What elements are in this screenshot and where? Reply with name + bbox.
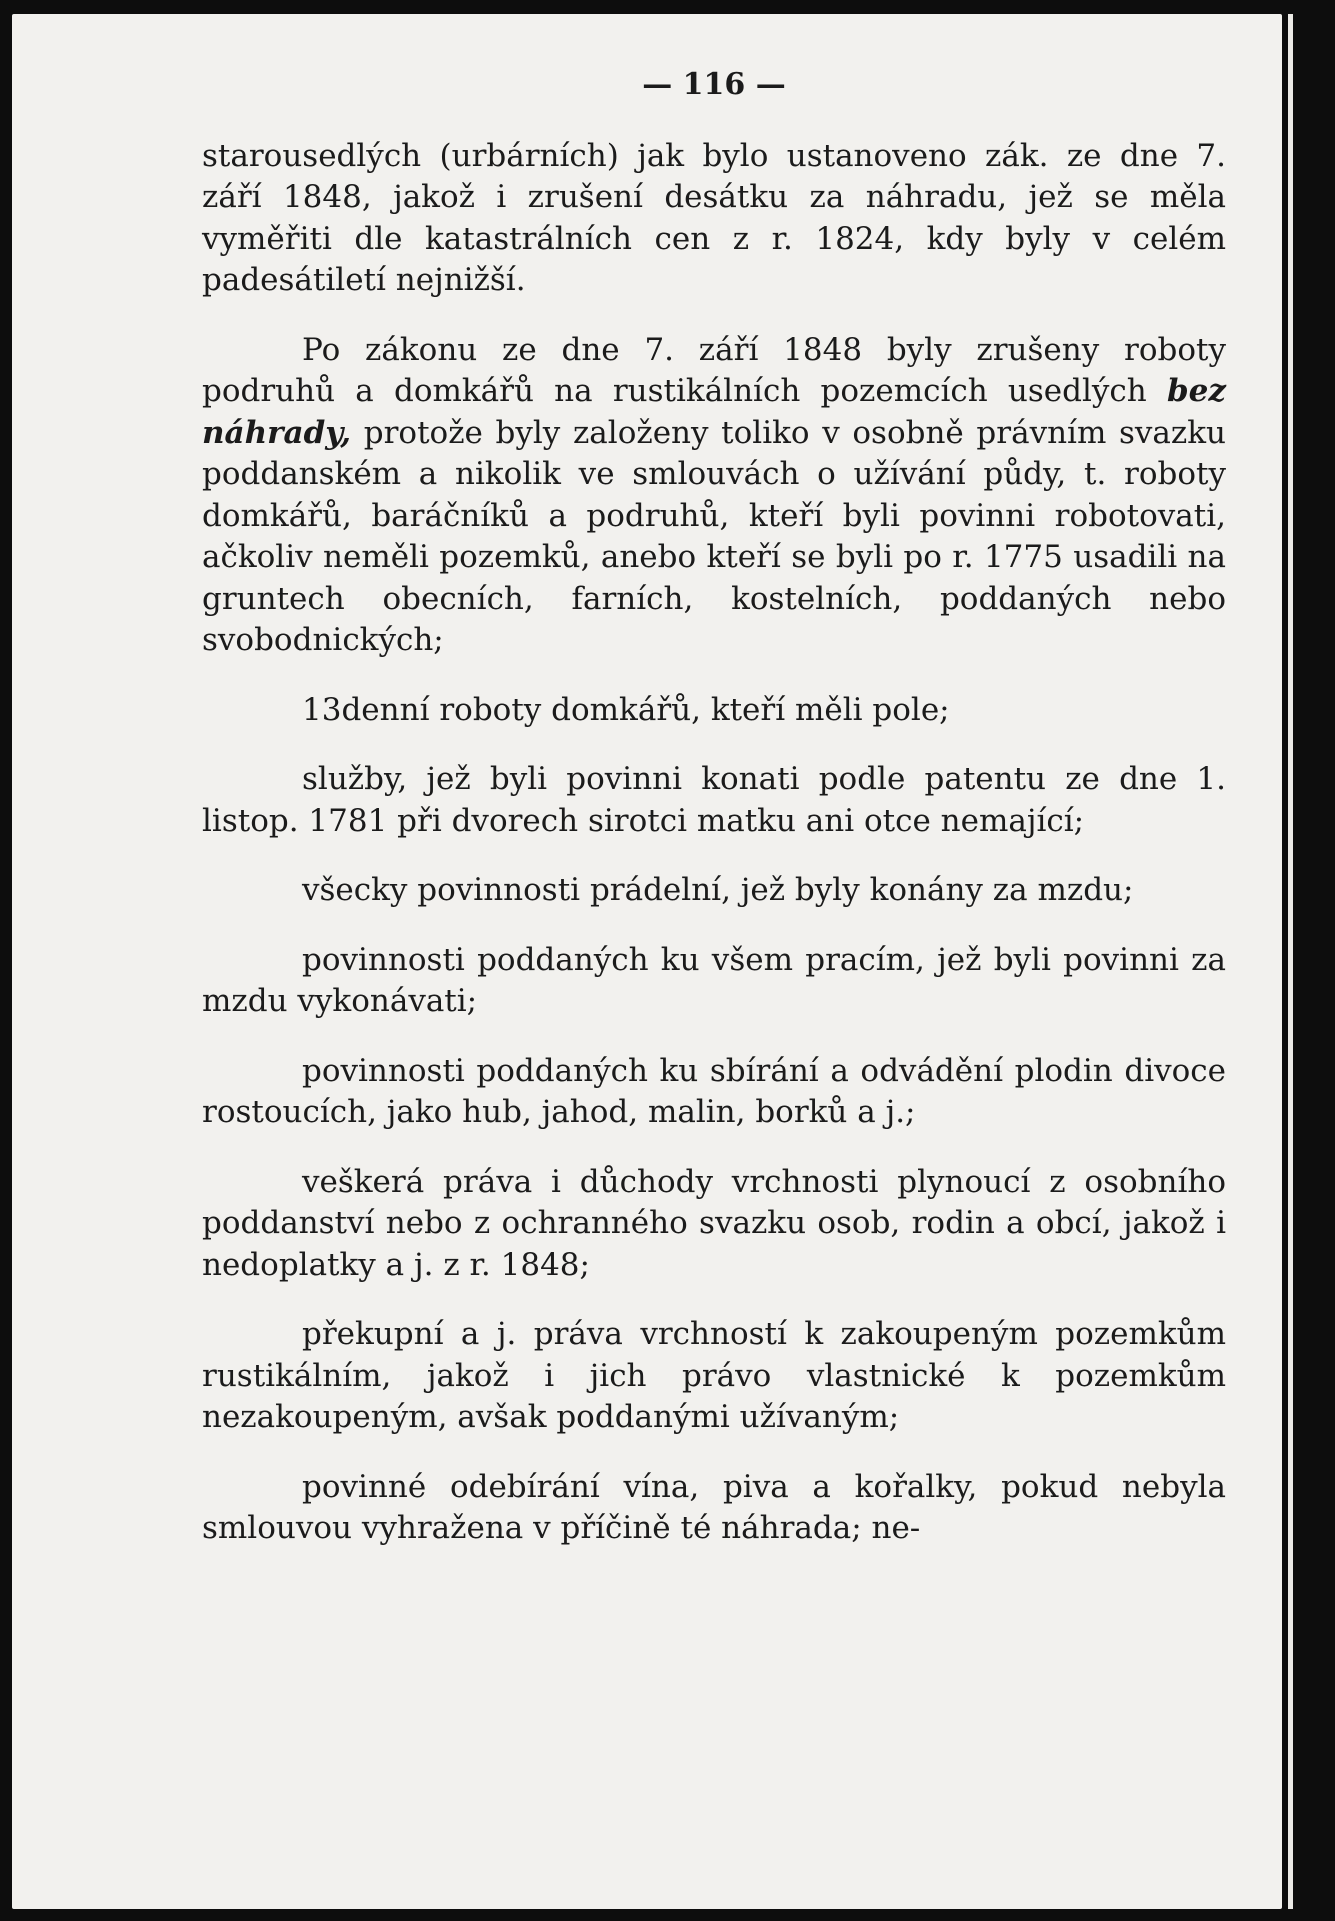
paragraph-2 (202, 330, 1226, 662)
paragraph-4: služby, jež byli povinni konati podle patentu ze dne 1. listop. 1781 při dvorech sirotci matku ani otce nemající; (202, 761, 1226, 839)
paragraph-9: překupní a j. práva vrchností k zakoupeným pozemkům rustikálním, jakož i jich právo vlastnické k pozemkům nezakoupeným, avšak poddanými užívaným; (202, 1316, 1226, 1435)
paragraph-2-start: Po zákonu ze dne 7. září 1848 byly zrušeny roboty podruhů a domkářů na rustikálních pozemcích usedlých (202, 331, 1226, 409)
paragraph-2-end: protože byly založeny toliko v osobně právním svazku poddanském a nikolik ve smlouvách o užívání půdy, t. roboty domkářů, baráčníků a podruhů, kteří byli povinni robotovati, ačkoliv neměli pozemků, anebo kteří se byli po r. 1775 usadili na gruntech obecních, farních, kostelních, poddaných nebo svobodnických; (202, 414, 1226, 658)
paragraph-10: povinné odebírání vína, piva a kořalky, pokud nebyla smlouvou vyhražena v příčině té náhrada; ne- (202, 1468, 1226, 1546)
paragraph-6: povinnosti poddaných ku všem pracím, jež byli povinni za mzdu vykonávati; (202, 941, 1226, 1019)
page-number: — 116 — (642, 67, 786, 102)
paragraph-5: všecky povinnosti prádelní, jež byly konány za mzdu; (302, 872, 1134, 908)
paragraph-3: 13denní roboty domkářů, kteří měli pole; (302, 691, 950, 728)
emphasis-bez-nahrady: bez náhrady, (202, 373, 1226, 451)
page-text (202, 64, 1226, 1578)
paragraph-7: povinnosti poddaných ku sbírání a odvádění plodin divoce rostoucích, jako hub, jahod, malin, borků a j.; (202, 1052, 1226, 1130)
paragraph-1: starousedlých (urbárních) jak bylo ustanoveno zák. ze dne 7. září 1848, jakož i zrušení desátku za náhradu, jež se měla vyměřiti dle katastrálních cen z r. 1824, kdy byly v celém padesátiletí nejnižší. (202, 137, 1226, 298)
page-edge (1288, 14, 1293, 1909)
paragraph-8: veškerá práva i důchody vrchnosti plynoucí z osobního poddanství nebo z ochranného svazku osob, rodin a obcí, jakož i nedoplatky a j. z r. 1848; (202, 1163, 1226, 1283)
